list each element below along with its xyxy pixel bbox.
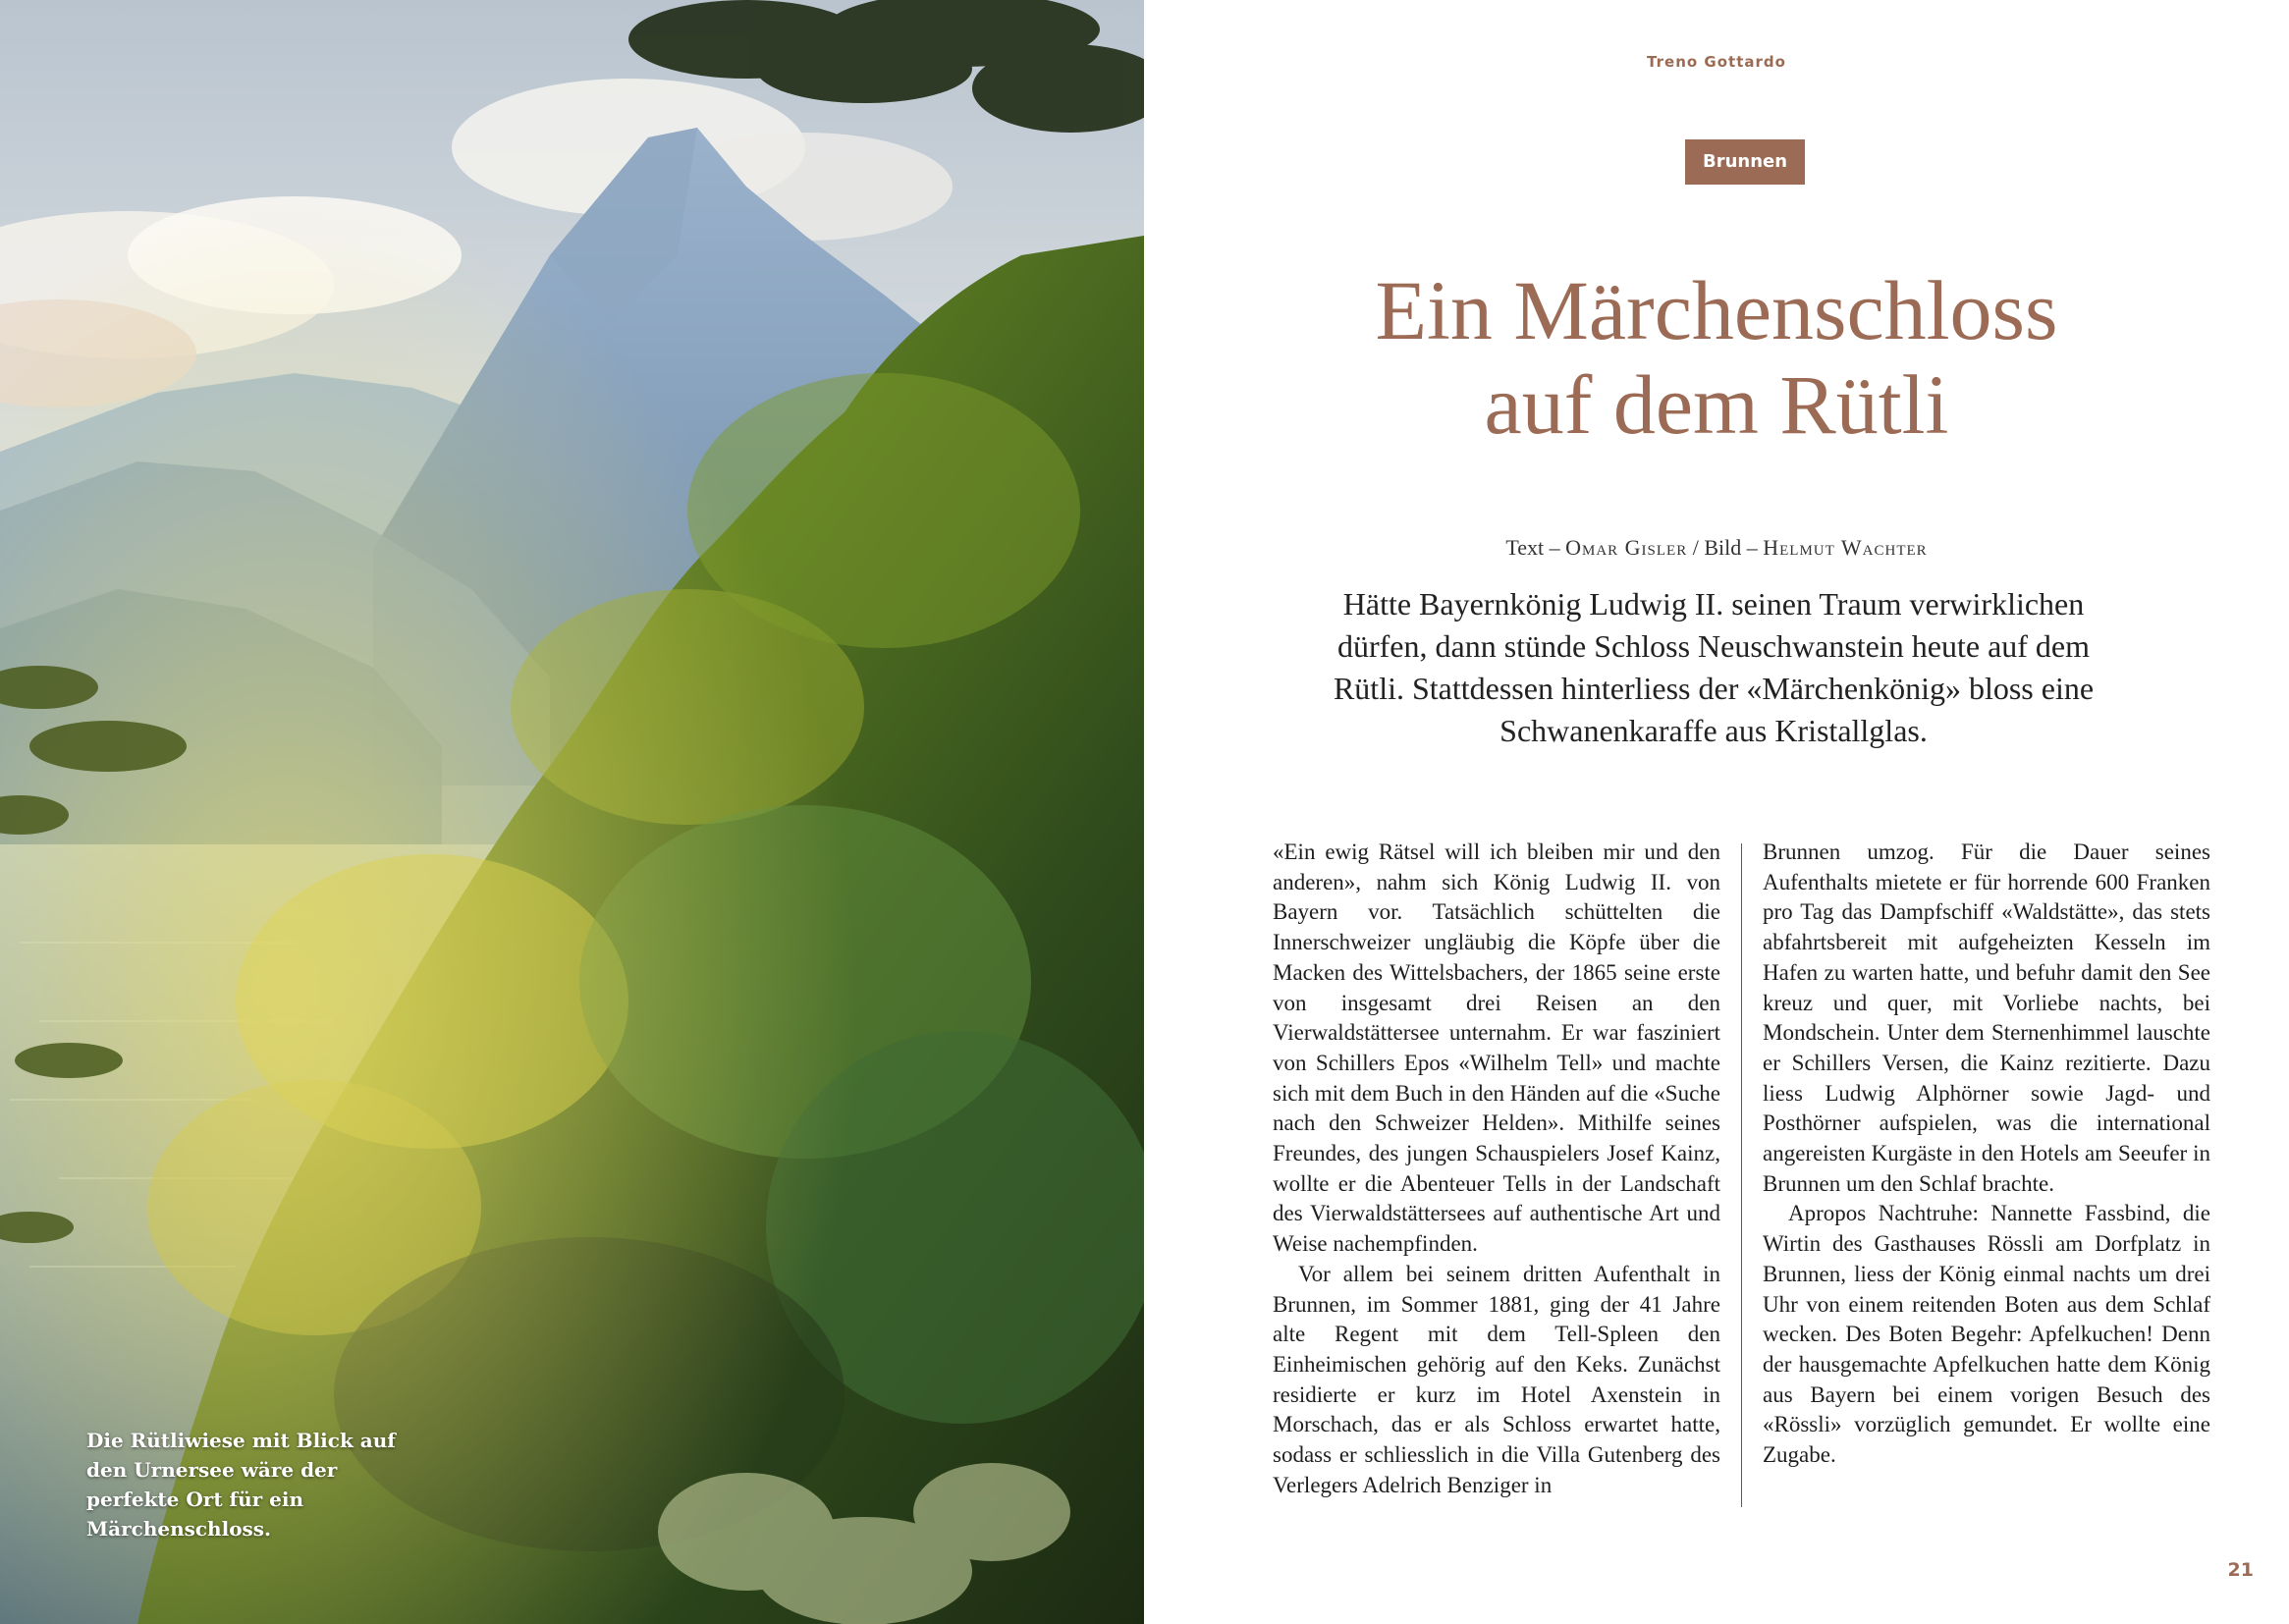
article-title [1144,263,2289,452]
running-head: Treno Gottardo [1647,53,1786,71]
body-columns [1273,838,2210,1515]
article-page [1144,0,2289,1624]
page-number: 21 [2227,1559,2254,1581]
photo-caption: Die Rütliwiese mit Blick auf den Urnersee wäre der perfekte Ort für ein Märchenschloss. [86,1429,396,1541]
byline-image-author: Helmut Wachter [1763,535,1928,560]
body-paragraph: Apropos Nachtruhe: Nannette Fassbind, die Wirtin des Gasthauses Rössli am Dorfplatz in Brunnen, liess der König einmal nachts um drei Uhr von einem reitenden Boten aus dem Schlaf wecken. Des Boten Begehr: Apfelkuchen! Denn der hausgemachte Apfelkuchen hatte dem König aus Bayern bei einem vorigen Besuch des «Rössli» vorzüglich gemundet. Er wollte eine Zugabe. [1763,1201,2210,1468]
byline-text-label: Text – [1505,535,1566,560]
byline-text-author: Omar Gisler [1565,535,1688,560]
title-line: auf dem Rütli [1484,357,1949,452]
body-paragraph: Vor allem bei seinem dritten Aufenthalt in Brunnen, im Sommer 1881, ging der 41 Jahre alte Regent mit dem Tell-Spleen den Einheimischen gehörig auf den Keks. Zunächst residierte er kurz im Hotel Axenstein in Morschach, das er als Schloss erwartet hatte, sodass er schliesslich in die Villa Gutenberg des Verlegers Adelrich Benziger in [1273,1261,1720,1497]
body-paragraph: «Ein ewig Rätsel will ich bleiben mir und den anderen», nahm sich König Ludwig II. von Bayern vor. Tatsächlich schüttelten die Innerschweizer ungläubig die Köpfe über die Macken des Wittelsbachers, der 1865 seine erste von insgesamt drei Reisen an den Vierwaldstättersee unternahm. Er war fasziniert von Schillers Epos «Wilhelm Tell» und machte sich mit dem Buch in den Händen auf die «Suche nach den Schweizer Helden». Mithilfe seines Freundes, des jungen Schauspielers Josef Kainz, wollte er die Abenteuer Tells in der Landschaft des Vierwaldstättersees auf authentische Art und Weise nachempfinden. [1273,839,1720,1257]
body-column-left [1273,838,1720,1500]
byline-image-label: Bild – [1704,535,1764,560]
body-paragraph: Brunnen umzog. Für die Dauer seines Aufenthalts mietete er für horrende 600 Franken pro Tag das Dampfschiff «Waldstätte», das stets abfahrtsbereit mit aufgeheizten Kesseln im Hafen zu warten hatte, und befuhr damit den See kreuz und quer, mit Vorliebe nachts, bei Mondschein. Unter dem Sternenhimmel lauschte er Schillers Versen, die Kainz rezitierte. Dazu liess Ludwig Alphörner sowie Jagd- und Posthörner aufspielen, was die international angereisten Kurgäste in den Hotels am Seeufer in Brunnen um den Schlaf brachte. [1763,839,2210,1196]
lead-paragraph: Hätte Bayernkönig Ludwig II. seinen Traum verwirklichen dürfen, dann stünde Schloss Neuschwanstein heute auf dem Rütli. Stattdessen hinterliess der «Märchenkönig» bloss eine Schwanenkaraffe aus Kristallglas. [1333,586,2095,748]
photo-illustration [0,0,1144,1624]
title-line: Ein Märchenschloss [1375,263,2058,357]
column-divider [1741,843,1742,1507]
lake-forest-photo [0,0,1144,1624]
byline-separator: / [1687,535,1705,560]
byline [1144,535,2289,561]
body-column-right [1763,838,2210,1471]
section-badge: Brunnen [1685,139,1805,185]
